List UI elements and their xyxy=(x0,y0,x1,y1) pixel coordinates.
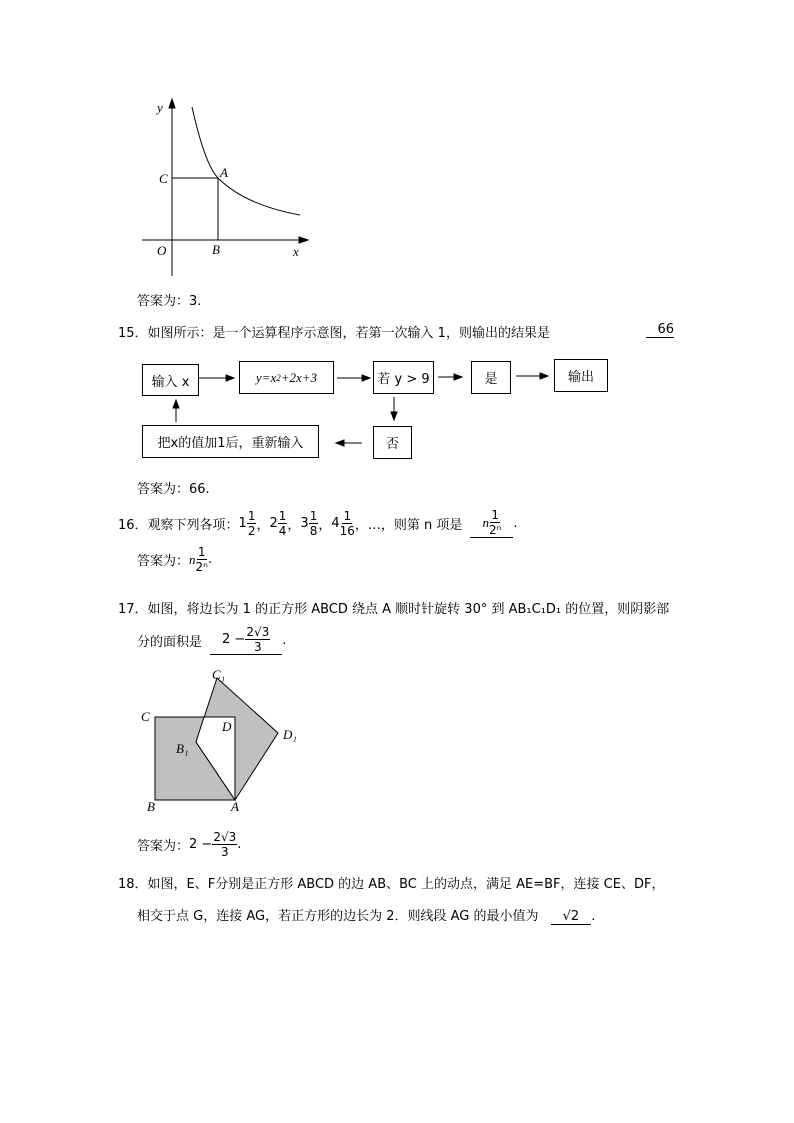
label-c: C xyxy=(159,171,168,186)
question-17-line1: 17．如图，将边长为 1 的正方形 ABCD 绕点 A 顺时针旋转 30° 到 AB₁C₁D₁ 的位置，则阴影部 xyxy=(118,602,670,617)
hyperbola-graph xyxy=(142,99,308,276)
answer-blank-18: √2 xyxy=(551,909,592,925)
fig17-label-d1: D₁ xyxy=(283,727,297,742)
label-x: x xyxy=(293,244,299,259)
flow-loop-box: 把x的值加1后，重新输入 xyxy=(142,425,319,458)
label-o: O xyxy=(157,243,167,258)
question-18-line2: 相交于点 G，连接 AG，若正方形的边长为 2．则线段 AG 的最小值为 √2 . xyxy=(137,909,596,924)
answer-14: 答案为：3. xyxy=(137,294,202,309)
answer-blank-17: 2 − $\frac{2√3}{3}$ xyxy=(210,625,282,655)
rectangle-lines xyxy=(172,178,218,240)
y-arrow-icon xyxy=(169,99,175,108)
fig17-label-b1: B₁ xyxy=(176,741,189,756)
flow-input-box: 输入 x xyxy=(142,364,199,396)
question-15: 15．如图所示：是一个运算程序示意图，若第一次输入 1，则输出的结果是 xyxy=(118,326,550,341)
question-16: 16．观察下列各项： 1 $\frac{1}{2}$ ， 2 $\frac{1}{4}$ ， 3 $\frac{1}{8}$ ， 4 $\frac{1}{16}$ ，…，则第 n 项是 n $\frac{1}{\text{2ⁿ}}$ . xyxy=(118,508,518,538)
fig17-label-b: B xyxy=(147,799,155,814)
label-a: A xyxy=(220,165,228,180)
fig17-label-c1: C₁ xyxy=(212,667,226,682)
flow-output-box: 输出 xyxy=(554,359,608,392)
flow-formula-box: y=x 2 +2x+3 xyxy=(239,361,334,394)
fig17-label-c: C xyxy=(141,709,150,724)
fig17-label-d: D xyxy=(222,719,232,734)
answer-16: 答案为： n $\frac{1}{\text{2ⁿ}}$ . xyxy=(137,545,213,574)
question-18-line1: 18．如图，E、F分别是正方形 ABCD 的边 AB、BC 上的动点，满足 AE=BF，连接 CE、DF， xyxy=(118,877,665,892)
curve xyxy=(192,107,300,215)
rotated-square-figure xyxy=(155,678,278,800)
label-b: B xyxy=(212,242,220,257)
fig17-label-a: A xyxy=(231,799,239,814)
answer-17: 答案为： 2 − $\frac{2√3}{3}$ . xyxy=(137,830,242,859)
flow-no-box: 否 xyxy=(373,426,412,459)
question-17-line2: 分的面积是 2 − $\frac{2√3}{3}$ . xyxy=(137,625,287,654)
flow-condition-box: 若 y > 9 xyxy=(373,361,434,394)
flow-yes-box: 是 xyxy=(471,361,511,394)
answer-blank-16: n $\frac{1}{\text{2ⁿ}}$ xyxy=(470,508,513,538)
answer-15: 答案为：66. xyxy=(137,482,210,497)
answer-blank-15: 66 xyxy=(646,322,674,338)
x-arrow-icon xyxy=(299,237,308,243)
label-y: y xyxy=(157,100,163,115)
